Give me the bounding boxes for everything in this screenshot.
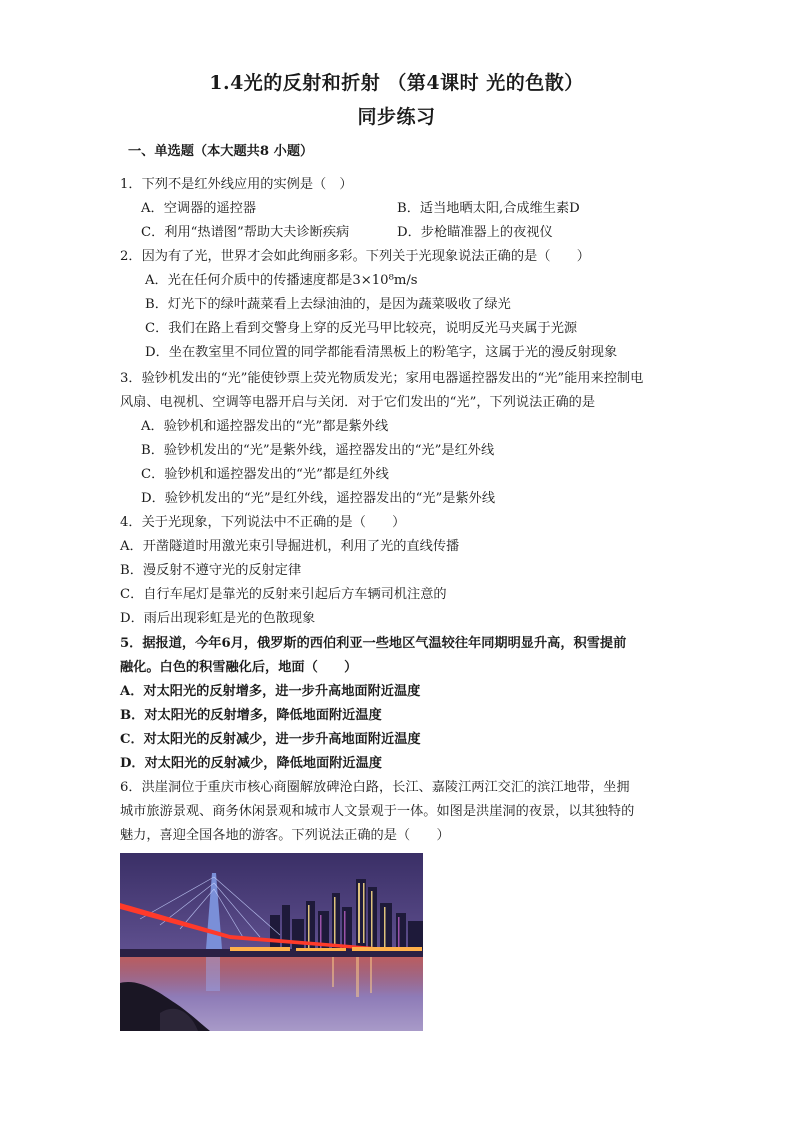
- section-heading: 一、单选题（本大题共8 小题）: [128, 144, 314, 159]
- q1-option-a: A．空调器的遥控器: [141, 201, 257, 216]
- q1-option-d: D．步枪瞄准器上的夜视仪: [397, 225, 553, 240]
- q6-stem-line1: 6．洪崖洞位于重庆市核心商圈解放碑沧白路，长江、嘉陵江两江交汇的滨江地带，坐拥: [120, 780, 630, 795]
- q5-option-d: D．对太阳光的反射减少，降低地面附近温度: [120, 756, 382, 771]
- q4-stem: 4．关于光现象，下列说法中不正确的是（ ）: [120, 515, 406, 530]
- q6-stem-line3: 魅力，喜迎全国各地的游客。下列说法正确的是（ ）: [120, 828, 450, 843]
- q2-stem: 2．因为有了光，世界才会如此绚丽多彩。下列关于光现象说法正确的是（ ）: [120, 249, 590, 264]
- q4-option-d: D．雨后出现彩虹是光的色散现象: [120, 611, 316, 626]
- q5-option-c: C．对太阳光的反射减少，进一步升高地面附近温度: [120, 732, 421, 747]
- q2-option-d: D．坐在教室里不同位置的同学都能看清黑板上的粉笔字，这属于光的漫反射现象: [145, 345, 618, 360]
- page-title: 1.4光的反射和折射 （第4课时 光的色散）: [209, 72, 584, 94]
- q4-option-c: C．自行车尾灯是靠光的反射来引起后方车辆司机注意的: [120, 587, 447, 602]
- q3-option-d: D．验钞机发出的“光”是红外线，遥控器发出的“光”是紫外线: [141, 491, 496, 506]
- q1-option-c: C．利用“热谱图”帮助大夫诊断疾病: [141, 225, 350, 240]
- q2-option-a-text: A．光在任何介质中的传播速度都是: [145, 273, 353, 288]
- q6-stem-line2: 城市旅游景观、商务休闲景观和城市人文景观于一体。如图是洪崖洞的夜景，以其独特的: [120, 804, 635, 819]
- night-cityscape-photo: [120, 853, 423, 1031]
- q3-option-c: C．验钞机和遥控器发出的“光”都是红外线: [141, 467, 389, 482]
- q5-option-b: B．对太阳光的反射增多，降低地面附近温度: [120, 708, 382, 723]
- q2-option-b: B．灯光下的绿叶蔬菜看上去绿油油的，是因为蔬菜吸收了绿光: [145, 297, 511, 312]
- q2-option-a: [145, 272, 418, 290]
- q3-stem-line1: 3．验钞机发出的“光”能使钞票上荧光物质发光；家用电器遥控器发出的“光”能用来控制电: [120, 371, 644, 386]
- q1-stem: 1．下列不是红外线应用的实例是（ ）: [120, 177, 353, 192]
- q3-option-a: A．验钞机和遥控器发出的“光”都是紫外线: [141, 419, 389, 434]
- q1-option-b: B．适当地晒太阳,合成维生素D: [397, 201, 580, 216]
- q5-stem-line2: 融化。白色的积雪融化后，地面（ ）: [120, 660, 358, 675]
- q3-stem-line2: 风扇、电视机、空调等电器开启与关闭．对于它们发出的“光”，下列说法正确的是: [120, 395, 596, 410]
- q5-stem-line1: 5．据报道，今年6月，俄罗斯的西伯利亚一些地区气温较往年同期明显升高，积雪提前: [120, 636, 627, 651]
- q3-option-b: B．验钞机发出的“光”是紫外线，遥控器发出的“光”是红外线: [141, 443, 495, 458]
- page-subtitle: 同步练习: [357, 106, 436, 128]
- q2-option-c: C．我们在路上看到交警身上穿的反光马甲比较亮，说明反光马夹属于光源: [145, 321, 578, 336]
- q5-option-a: A．对太阳光的反射增多，进一步升高地面附近温度: [120, 684, 421, 699]
- q2-option-a-value: 3×10⁸m/s: [352, 273, 418, 288]
- q4-option-a: A．开凿隧道时用激光束引导掘进机，利用了光的直线传播: [120, 539, 460, 554]
- q4-option-b: B．漫反射不遵守光的反射定律: [120, 563, 302, 578]
